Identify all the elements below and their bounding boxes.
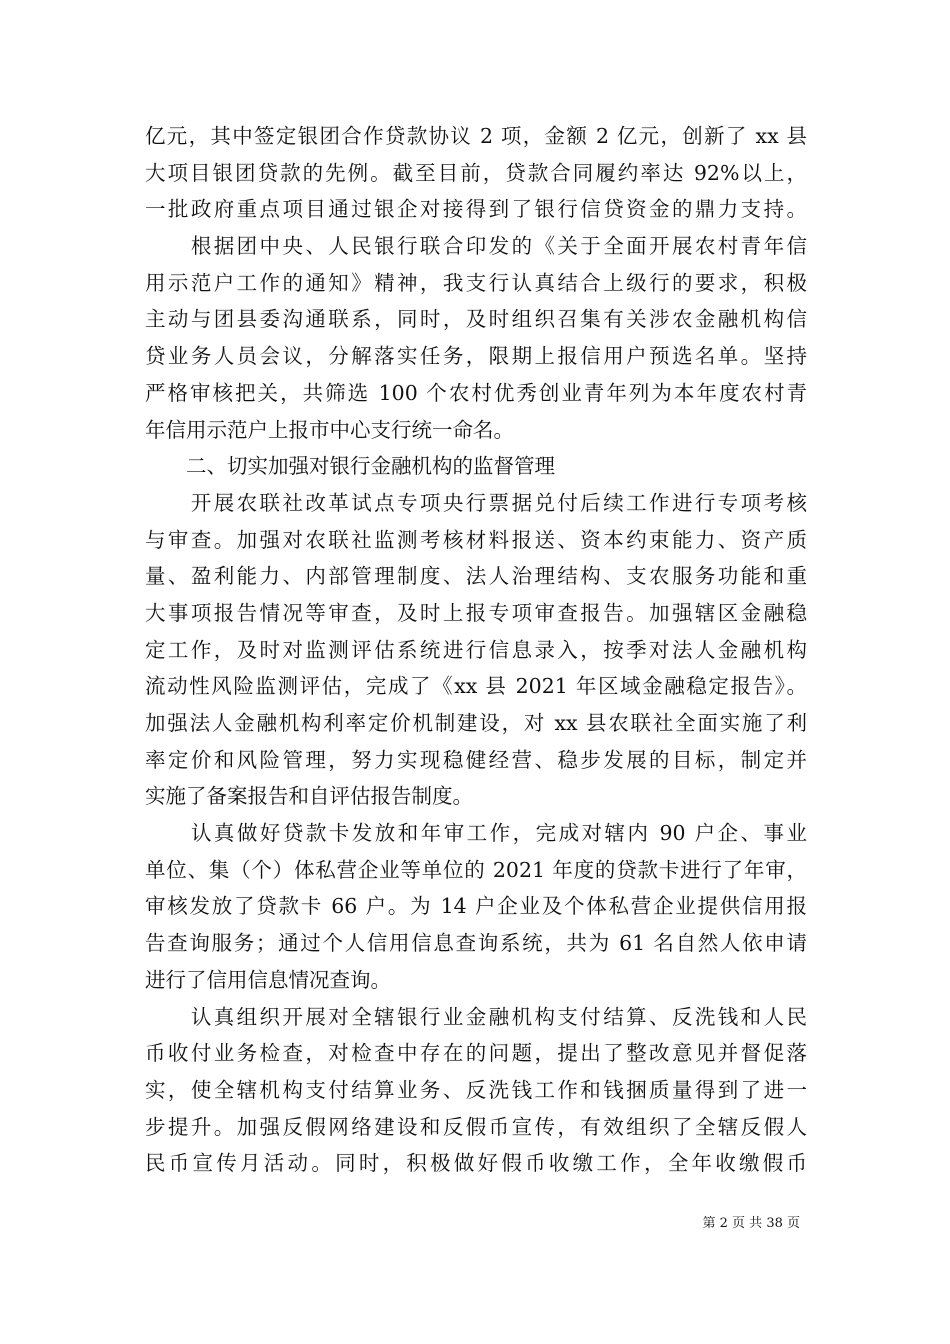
text-line: 二、切实加强对银行金融机构的监督管理 — [145, 454, 555, 479]
text-line: 民币宣传月活动。同时，积极做好假币收缴工作，全年收缴假币 — [145, 1151, 807, 1176]
text-line: 步提升。加强反假网络建设和反假币宣传，有效组织了全辖反假人 — [145, 1114, 807, 1139]
text-line: 一批政府重点项目通过银企对接得到了银行信贷资金的鼎力支持。 — [145, 197, 807, 222]
text-line: 定工作，及时对监测评估系统进行信息录入，按季对法人金融机构 — [145, 637, 807, 662]
text-line: 币收付业务检查，对检查中存在的问题，提出了整改意见并督促落 — [145, 1041, 807, 1066]
text-line: 率定价和风险管理，努力实现稳健经营、稳步发展的目标，制定并 — [145, 747, 807, 772]
text-line: 告查询服务；通过个人信用信息查询系统，共为 61 名自然人依申请 — [145, 931, 807, 956]
document-body — [145, 118, 807, 1182]
text-line: 流动性风险监测评估，完成了《xx 县 2021 年区域金融稳定报告》。 — [145, 674, 807, 699]
text-line: 年信用示范户上报市中心支行统一命名。 — [145, 417, 514, 442]
text-line: 严格审核把关，共筛选 100 个农村优秀创业青年列为本年度农村青 — [145, 380, 807, 405]
page-footer: 第 2 页 共 38 页 — [702, 1216, 800, 1231]
text-line: 主动与团县委沟通联系，同时，及时组织召集有关涉农金融机构信 — [145, 307, 807, 332]
text-line: 开展农联社改革试点专项央行票据兑付后续工作进行专项考核 — [145, 490, 807, 515]
text-line: 贷业务人员会议，分解落实任务，限期上报信用户预选名单。坚持 — [145, 344, 807, 369]
text-line: 大项目银团贷款的先例。截至目前，贷款合同履约率达 92%以上， — [145, 160, 807, 185]
text-line: 量、盈利能力、内部管理制度、法人治理结构、支农服务功能和重 — [145, 564, 807, 589]
text-line: 加强法人金融机构利率定价机制建设，对 xx 县农联社全面实施了利 — [145, 711, 807, 735]
text-line: 与审查。加强对农联社监测考核材料报送、资本约束能力、资产质 — [145, 527, 807, 552]
text-line: 单位、集（个）体私营企业等单位的 2021 年度的贷款卡进行了年审， — [145, 857, 807, 882]
text-line: 根据团中央、人民银行联合印发的《关于全面开展农村青年信 — [145, 234, 807, 259]
text-line: 大事项报告情况等审查，及时上报专项审查报告。加强辖区金融稳 — [145, 600, 807, 625]
text-line: 实，使全辖机构支付结算业务、反洗钱工作和钱捆质量得到了进一 — [145, 1077, 807, 1102]
text-line: 实施了备案报告和自评估报告制度。 — [145, 784, 473, 809]
text-line: 认真组织开展对全辖银行业金融机构支付结算、反洗钱和人民 — [145, 1004, 807, 1029]
text-line: 认真做好贷款卡发放和年审工作，完成对辖内 90 户企、事业 — [145, 821, 807, 846]
text-line: 亿元，其中签定银团合作贷款协议 2 项，金额 2 亿元，创新了 xx 县 — [145, 124, 807, 148]
text-line: 审核发放了贷款卡 66 户。为 14 户企业及个体私营企业提供信用报 — [145, 894, 807, 919]
text-line: 用示范户工作的通知》精神，我支行认真结合上级行的要求，积极 — [145, 270, 807, 295]
text-line: 进行了信用信息情况查询。 — [145, 967, 391, 992]
